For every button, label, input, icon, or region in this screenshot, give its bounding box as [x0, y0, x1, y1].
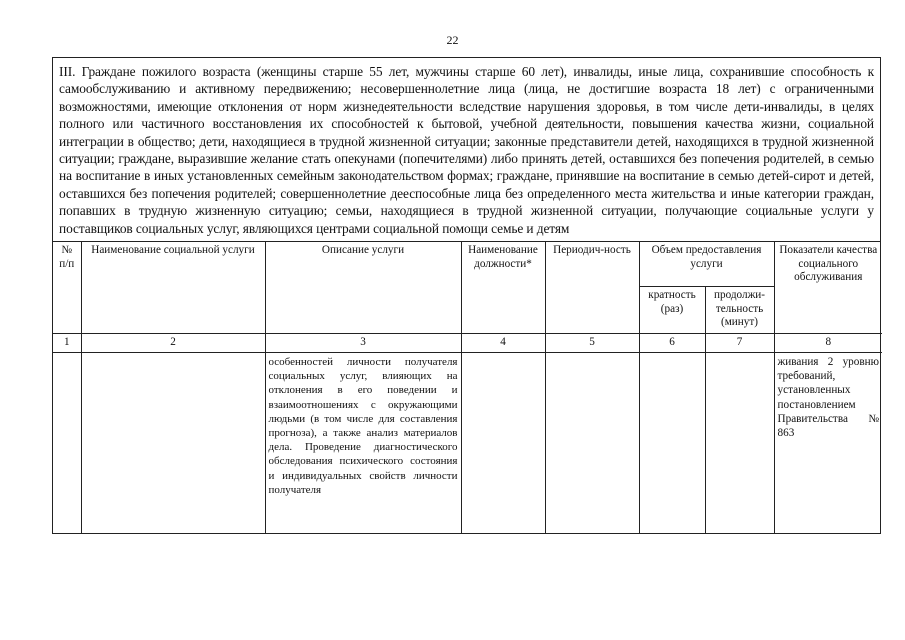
cell-frequency [639, 353, 705, 534]
page-number: 22 [446, 33, 459, 47]
header-num: № п/п [53, 242, 81, 334]
header-volume: Объем предоставления услуги [639, 242, 774, 287]
column-number: 8 [774, 334, 882, 353]
table-row [53, 353, 882, 534]
section-header: III. Граждане пожилого возраста (женщины старше 55 лет, мужчины старше 60 лет), инвалиды, иные лица, сохранившие способность к самообслуживанию и активному передвижению; несовершеннолетние лица (лица, не достигшие возраста 18 лет) с ограниченными возможностями, имеющие отклонения от норм жизнедеятельности вследствие нарушения здоровья, в том числе дети-инвалиды, в целях полного или частичного восстановления их способностей к бытовой, учебной деятельности, повышения качества жизни, социальной интеграции в общество; дети, находящиеся в трудной жизненной ситуации; законные представители детей, находящихся в трудной жизненной ситуации; граждане, выразившие желание стать опекунами (попечителями) либо принять детей, оставшихся без попечения родителей, в семью на воспитание в иных установленных семейным законодательством формах; граждане, принявшие на воспитание в семью детей-сирот и детей, оставшихся без попечения родителей; совершеннолетние дееспособные лица без определенного места жительства и иные категории граждан, попавших в трудную жизненную ситуацию; семьи, находящиеся в трудной жизненной ситуации, получающие социальные услуги у поставщиков социальных услуг, являющихся центрами социальной помощи семье и детям [53, 58, 880, 242]
header-position: Наименование должности* [461, 242, 545, 334]
quality-text: живания 2 уровню требований, установленных постановлением Правительства № 863 [777, 356, 880, 440]
column-number: 5 [545, 334, 639, 353]
header-quality: Показатели качества социального обслуживания [774, 242, 882, 334]
column-number: 6 [639, 334, 705, 353]
column-number: 3 [265, 334, 461, 353]
column-numbers-row [53, 334, 882, 353]
column-number: 4 [461, 334, 545, 353]
header-description: Описание услуги [265, 242, 461, 334]
column-number: 7 [705, 334, 774, 353]
header-frequency: кратность (раз) [639, 287, 705, 334]
column-number: 2 [81, 334, 265, 353]
header-service-name: Наименование социальной услуги [81, 242, 265, 334]
document-table-block [52, 57, 881, 534]
header-duration: продолжи-тельность (минут) [705, 287, 774, 334]
description-text: особенностей личности получателя социальных услуг, влияющих на отклонения в его поведении и взаимоотношениях с окружающими людьми (в том числе для составления прогноза), а также анализ материалов дела. Проведение диагностического обследования психического состояния и индивидуальных свойств личности получателя [268, 356, 458, 496]
cell-service-name [81, 353, 265, 534]
column-number: 1 [53, 334, 81, 353]
header-periodicity: Периодич-ность [545, 242, 639, 334]
services-table [53, 242, 882, 533]
cell-duration [705, 353, 774, 534]
cell-periodicity [545, 353, 639, 534]
cell-quality [774, 353, 882, 534]
cell-position [461, 353, 545, 534]
cell-num [53, 353, 81, 534]
cell-description [265, 353, 461, 534]
